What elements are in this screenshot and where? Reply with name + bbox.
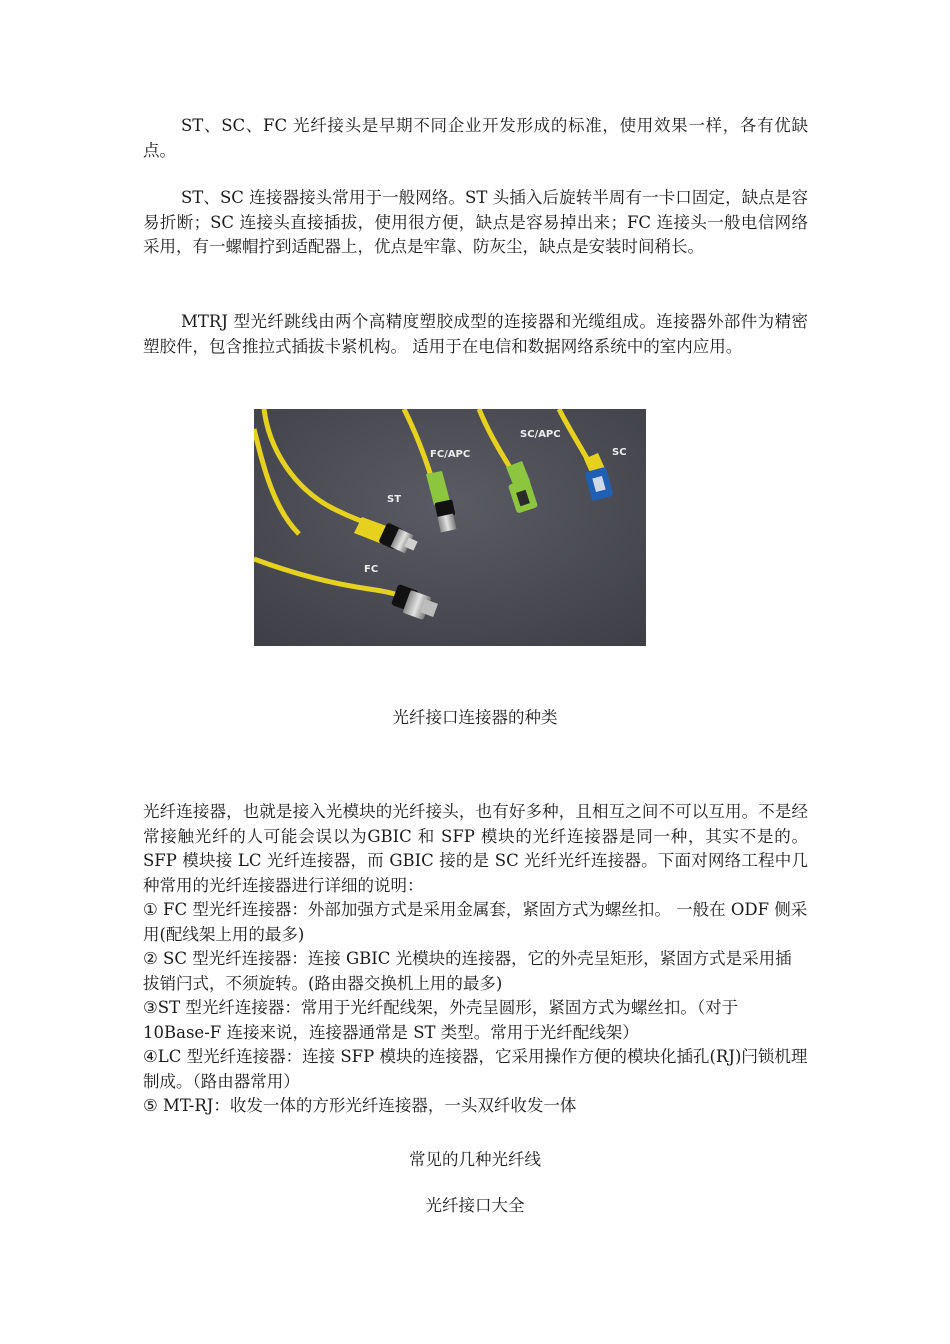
paragraph-st-sc-fc: ST、SC 连接器接头常用于一般网络。ST 头插入后旋转半周有一卡口固定，缺点是容易折断；SC 连接头直接插拔，使用很方便，缺点是容易掉出来；FC 连接头一般电信网络采用，有一螺帽拧到适配器上，优点是牢靠、防灰尘，缺点是安装时间稍长。	[143, 188, 808, 256]
list-item-lc: ④LC 型光纤连接器：连接 SFP 模块的连接器，它采用操作方便的模块化插孔(RJ)闩锁机理制成。（路由器常用）	[143, 1047, 808, 1091]
connector-photo	[254, 409, 646, 646]
list-item-fc: ① FC 型光纤连接器：外部加强方式是采用金属套，紧固方式为螺丝扣。 一般在 ODF 侧采用(配线架上用的最多)	[143, 900, 808, 944]
list-item-mtrj: ⑤ MT-RJ：收发一体的方形光纤连接器，一头双纤收发一体	[143, 1096, 577, 1115]
label-fcapc: FC/APC	[430, 449, 471, 460]
caption-common-fibers: 常见的几种光纤线	[409, 1150, 541, 1169]
caption-connector-types: 光纤接口连接器的种类	[392, 708, 558, 727]
list-item-sc: ② SC 型光纤连接器：连接 GBIC 光模块的连接器，它的外壳呈矩形，紧固方式是采用插拔销闩式，不须旋转。(路由器交换机上用的最多)	[143, 949, 792, 993]
label-st: ST	[387, 494, 402, 505]
connector-list	[143, 898, 808, 1119]
label-scapc: SC/APC	[520, 429, 561, 440]
paragraph-connector-standards: ST、SC、FC 光纤接头是早期不同企业开发形成的标准，使用效果一样，各有优缺点。	[143, 116, 808, 160]
connector-illustration	[254, 409, 646, 646]
paragraph-mtrj: MTRJ 型光纤跳线由两个高精度塑胶成型的连接器和光缆组成。连接器外部件为精密塑胶件，包含推拉式插拔卡紧机构。 适用于在电信和数据网络系统中的室内应用。	[143, 312, 808, 356]
paragraph-intro: 光纤连接器，也就是接入光模块的光纤接头，也有好多种，且相互之间不可以互用。不是经常接触光纤的人可能会误以为GBIC 和 SFP 模块的光纤连接器是同一种，其实不是的。SFP 模块接 LC 光纤连接器，而 GBIC 接的是 SC 光纤光纤连接器。下面对网络工程中几种常用的光纤连接器进行详细的说明：	[143, 802, 808, 895]
caption-fiber-interfaces: 光纤接口大全	[425, 1196, 525, 1215]
label-fc: FC	[364, 564, 379, 575]
label-sc: SC	[612, 447, 627, 458]
list-item-st: ③ST 型光纤连接器：常用于光纤配线架，外壳呈圆形，紧固方式为螺丝扣。（对于 10Base-F 连接来说，连接器通常是 ST 类型。常用于光纤配线架）	[143, 998, 739, 1042]
